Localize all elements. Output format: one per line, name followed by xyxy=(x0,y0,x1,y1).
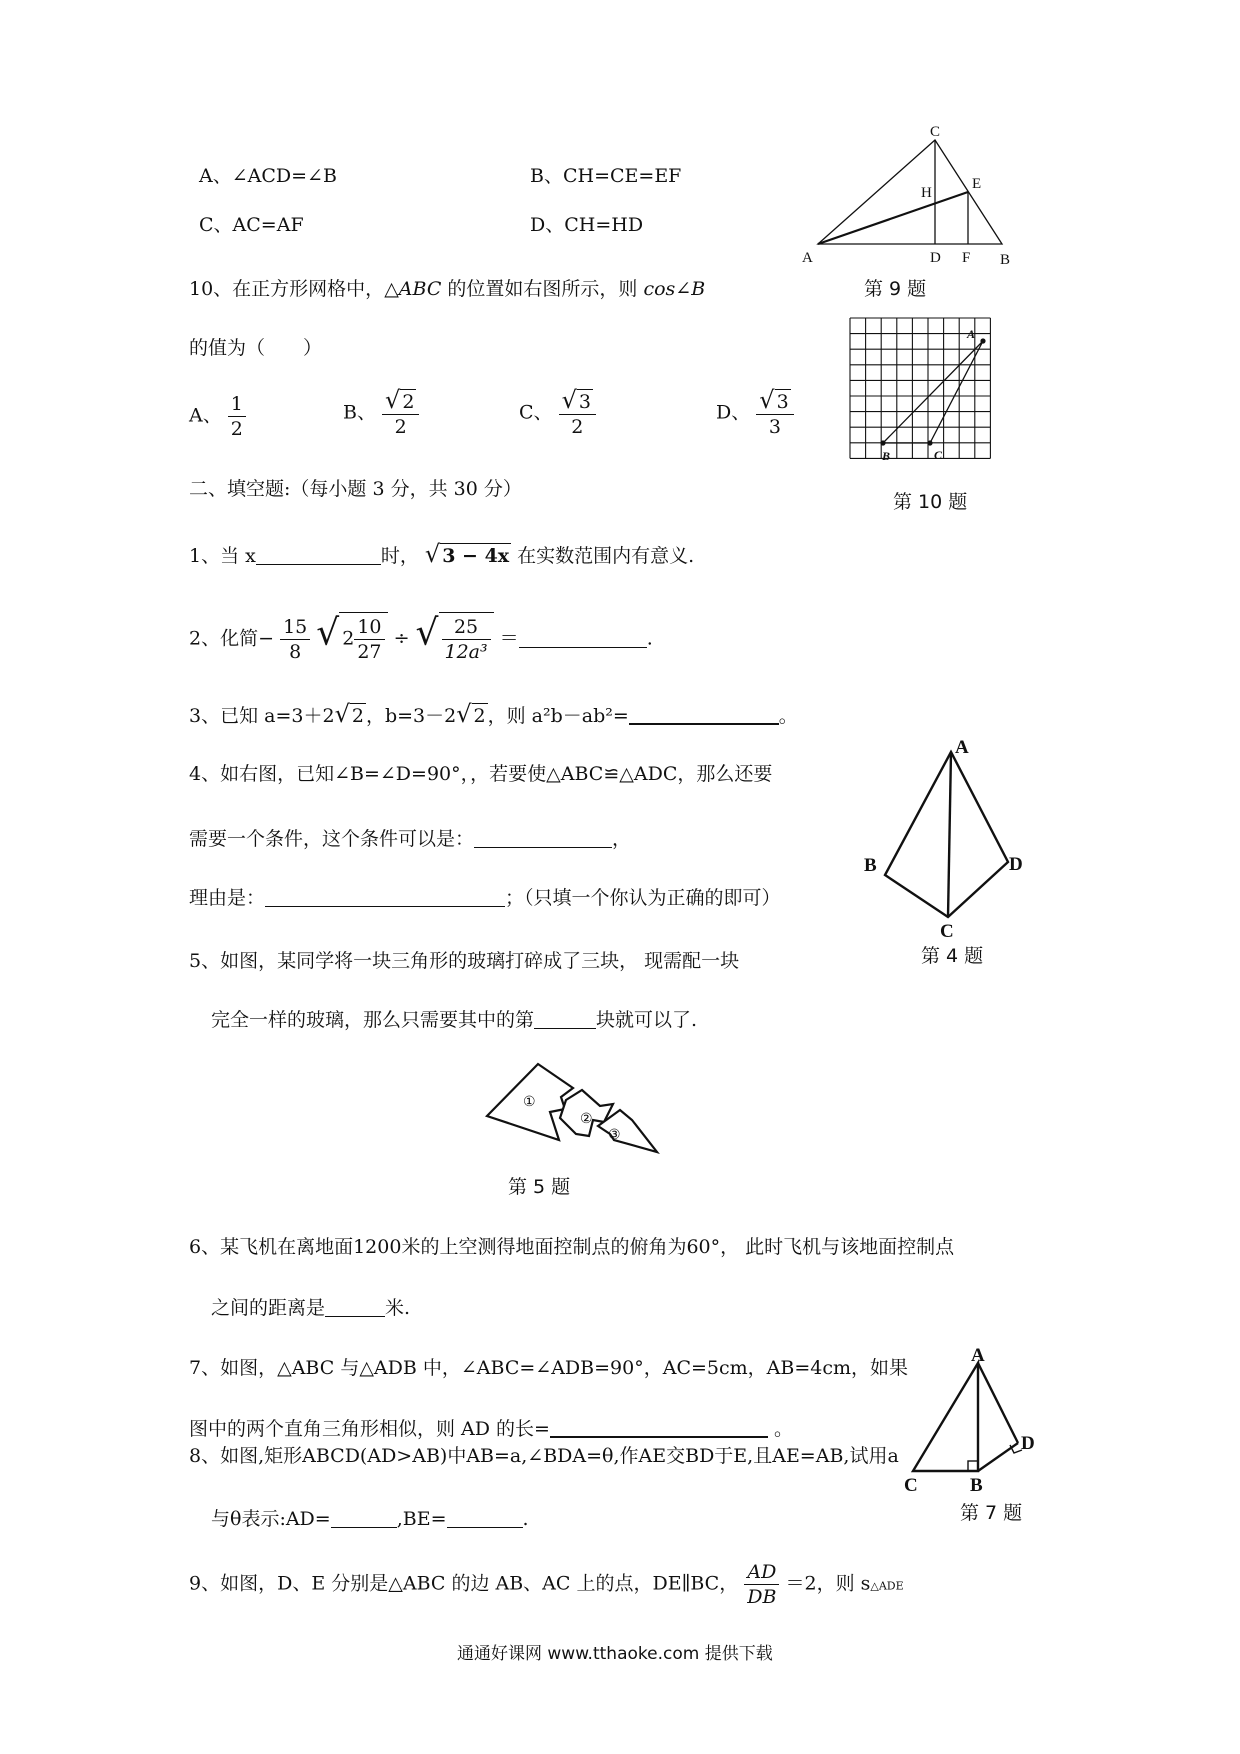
figure-4-caption: 第 4 题 xyxy=(921,945,984,967)
figure-9-caption: 第 9 题 xyxy=(864,278,927,300)
fill-7-blank xyxy=(550,1418,768,1438)
q9-option-a: A、∠ACD=∠B xyxy=(199,165,337,187)
fig10-label-b: B xyxy=(882,449,891,463)
q10-option-d-radical: √ xyxy=(759,386,775,414)
q10-stem-before: 10、在正方形网格中， xyxy=(189,278,385,300)
fill-3 xyxy=(189,700,798,728)
fig4-label-c: C xyxy=(940,921,954,942)
fill-3-mid: ，b=3－2 xyxy=(365,705,457,727)
q10-option-b-label: B、 xyxy=(343,401,376,424)
q10-option-a-num: 1 xyxy=(228,392,246,417)
fill-3-rad-2: 2 xyxy=(473,705,486,727)
fill-1-radical-icon: √ xyxy=(424,540,441,568)
fill-4-line2 xyxy=(189,828,631,850)
fill-3-radical-icon: √ xyxy=(334,700,350,728)
fill-8-blank-1 xyxy=(331,1509,397,1528)
fill-3-rad: 2 xyxy=(351,705,364,727)
fill-4-line2-end: ， xyxy=(612,828,632,850)
fill-2-equals: ＝ xyxy=(499,627,519,650)
fill-6-line2 xyxy=(211,1297,410,1319)
fill-5-blank xyxy=(534,1010,596,1029)
figure-7-caption: 第 7 题 xyxy=(960,1502,1023,1524)
fill-6-line1: 6、某飞机在离地面1200米的上空测得地面控制点的俯角为60°， 此时飞机与该地面控制点 xyxy=(189,1236,955,1258)
fill-2-radical-icon: √ xyxy=(316,612,340,654)
fig7-label-b: B xyxy=(970,1475,983,1496)
fill-4-blank-1 xyxy=(474,829,612,848)
fill-7-line2-end: 。 xyxy=(774,1418,794,1440)
fill-1 xyxy=(189,540,695,568)
q9-option-c: C、AC=AF xyxy=(199,214,304,236)
fill-1-blank xyxy=(256,546,381,565)
fill-2-radical-icon-2: √ xyxy=(415,612,439,654)
q10-stem-expr: cos∠B xyxy=(643,278,706,300)
q10-option-d-den: 3 xyxy=(768,416,782,438)
q9-option-b: B、CH=CE=EF xyxy=(530,165,682,187)
q10-option-d-label: D、 xyxy=(716,401,751,424)
fill-4-line3 xyxy=(189,887,781,909)
fill-4-line3-text: 理由是： xyxy=(189,887,266,909)
fig4-label-a: A xyxy=(955,737,969,758)
fill-2-div-den: 12a³ xyxy=(444,641,488,663)
fill-6-line2-before: 之间的距离是 xyxy=(211,1297,326,1319)
fill-3-end: 。 xyxy=(778,705,798,727)
fill-2-label: 2、化简 xyxy=(189,627,259,650)
fig9-label-c: C xyxy=(930,124,941,140)
fill-2-blank xyxy=(519,629,647,648)
fig9-label-e: E xyxy=(972,176,982,192)
fig9-label-b: B xyxy=(1000,252,1011,268)
fig9-label-d: D xyxy=(930,250,941,266)
fill-8-line2-mid: ,BE= xyxy=(396,1508,447,1530)
fill-7-line2-text: 图中的两个直角三角形相似，则 AD 的长= xyxy=(189,1418,550,1440)
q10-option-c-den: 2 xyxy=(571,416,584,438)
fill-4-blank-2 xyxy=(265,888,505,907)
fig9-label-h: H xyxy=(921,185,932,201)
fill-2-end: . xyxy=(646,627,653,650)
q10-stem xyxy=(189,278,705,300)
q10-stem-line2: 的值为（ ） xyxy=(189,337,323,359)
fig10-label-a: A xyxy=(967,327,976,341)
fill-1-before: 1、当 x xyxy=(189,545,256,567)
q9-option-d: D、CH=HD xyxy=(530,214,644,236)
fill-8-line2-before: 与θ表示:AD= xyxy=(211,1508,331,1530)
q10-option-b-den: 2 xyxy=(394,416,407,438)
fill-8-line1: 8、如图,矩形ABCD(AD>AB)中AB=a,∠BDA=θ,作AE交BD于E,且AE=AB,试用a xyxy=(189,1445,899,1467)
fill-2-minus: − xyxy=(258,627,275,650)
q10-option-c xyxy=(519,388,596,439)
fill-6-blank xyxy=(325,1298,385,1317)
fig5-piece-1: ① xyxy=(523,1095,536,1110)
q10-option-a-label: A、 xyxy=(189,404,222,427)
fig7-label-a: A xyxy=(971,1345,985,1366)
figure-10-caption: 第 10 题 xyxy=(893,491,968,513)
fill-2-div-num: 25 xyxy=(442,615,491,640)
section-2-heading: 二、填空题:（每小题 3 分，共 30 分） xyxy=(189,478,522,500)
fill-4-line1: 4、如右图，已知∠B=∠D=90°，，若要使△ABC≌△ADC，那么还要 xyxy=(189,763,773,785)
fill-1-after-blank: 时， xyxy=(380,545,419,567)
fig7-label-c: C xyxy=(904,1475,918,1496)
fill-3-radical-icon-2: √ xyxy=(456,700,472,728)
fill-9-before: 9、如图，D、E 分别是△ABC 的边 AB、AC 上的点，DE∥BC， xyxy=(189,1572,739,1595)
fill-8-line2-end: . xyxy=(522,1508,529,1530)
q10-option-d-num: 3 xyxy=(776,391,789,413)
q10-option-a xyxy=(189,392,246,441)
fig4-label-d: D xyxy=(1009,854,1023,875)
fill-2-frac-num: 15 xyxy=(280,615,310,640)
fig5-piece-2: ② xyxy=(580,1112,593,1127)
fill-8-blank-2 xyxy=(447,1509,523,1528)
fig9-label-a: A xyxy=(802,250,813,266)
q10-option-a-den: 2 xyxy=(230,418,243,440)
q10-option-d xyxy=(716,388,794,439)
fill-2-mixed-num: 10 xyxy=(354,615,384,640)
fill-9 xyxy=(189,1560,904,1609)
fill-2-divide: ÷ xyxy=(393,627,410,650)
figure-5-caption: 第 5 题 xyxy=(508,1176,571,1198)
fill-2-frac-den: 8 xyxy=(289,641,302,663)
fill-4-line3-end: ；（只填一个你认为正确的即可） xyxy=(505,887,781,909)
fill-5-line2-after: 块就可以了. xyxy=(596,1009,698,1031)
fill-7-line2 xyxy=(189,1418,793,1440)
fill-5-line2-before: 完全一样的玻璃，那么只需要其中的第 xyxy=(211,1009,535,1031)
fill-3-before: 3、已知 a=3＋2 xyxy=(189,705,335,727)
q10-stem-triangle: △ABC xyxy=(384,278,442,300)
q10-option-b-num: 2 xyxy=(402,391,415,413)
fill-7-line1: 7、如图，△ABC 与△ADB 中，∠ABC=∠ADB=90°，AC=5cm，AB=4cm，如果 xyxy=(189,1357,909,1379)
figure-5 xyxy=(480,1050,670,1180)
fill-1-after: 在实数范围内有意义. xyxy=(511,545,695,567)
fill-9-frac-den: DB xyxy=(747,1586,777,1608)
fill-5-line1: 5、如图，某同学将一块三角形的玻璃打碎成了三块， 现需配一块 xyxy=(189,950,740,972)
q10-stem-mid: 的位置如右图所示，则 xyxy=(441,278,644,300)
figure-4 xyxy=(860,737,1040,942)
fill-9-sub: △ADE xyxy=(870,1579,904,1593)
figure-7 xyxy=(900,1345,1070,1500)
fill-2 xyxy=(189,612,653,666)
fill-2-mixed-den: 27 xyxy=(357,641,382,663)
fig4-label-b: B xyxy=(864,855,877,876)
fill-5-line2 xyxy=(211,1009,697,1031)
fill-9-frac-num: AD xyxy=(744,1560,779,1585)
fill-9-after: ＝2，则 s xyxy=(785,1572,871,1595)
q10-option-c-num: 3 xyxy=(578,391,591,413)
fill-8-line2 xyxy=(211,1508,529,1530)
fill-3-after: ，则 a²b－ab²= xyxy=(487,705,629,727)
q10-option-b-radical: √ xyxy=(385,386,401,414)
q10-option-c-label: C、 xyxy=(519,401,553,424)
figure-10 xyxy=(850,318,1010,473)
fig9-label-f: F xyxy=(962,250,971,266)
fill-4-line2-text: 需要一个条件，这个条件可以是： xyxy=(189,828,475,850)
q10-option-b xyxy=(343,388,419,439)
fill-1-radicand: 3 − 4x xyxy=(442,545,510,567)
q10-option-c-radical: √ xyxy=(561,386,577,414)
fig7-label-d: D xyxy=(1021,1433,1035,1454)
figure-9 xyxy=(800,124,1020,268)
fill-6-line2-after: 米. xyxy=(385,1297,411,1319)
fill-3-blank xyxy=(629,705,779,725)
fig10-label-c: C xyxy=(934,448,943,462)
fig5-piece-3: ③ xyxy=(608,1128,621,1143)
page-footer: 通通好课网 www.tthaoke.com 提供下载 xyxy=(457,1644,773,1664)
fill-2-mixed-whole: 2 xyxy=(342,627,355,650)
